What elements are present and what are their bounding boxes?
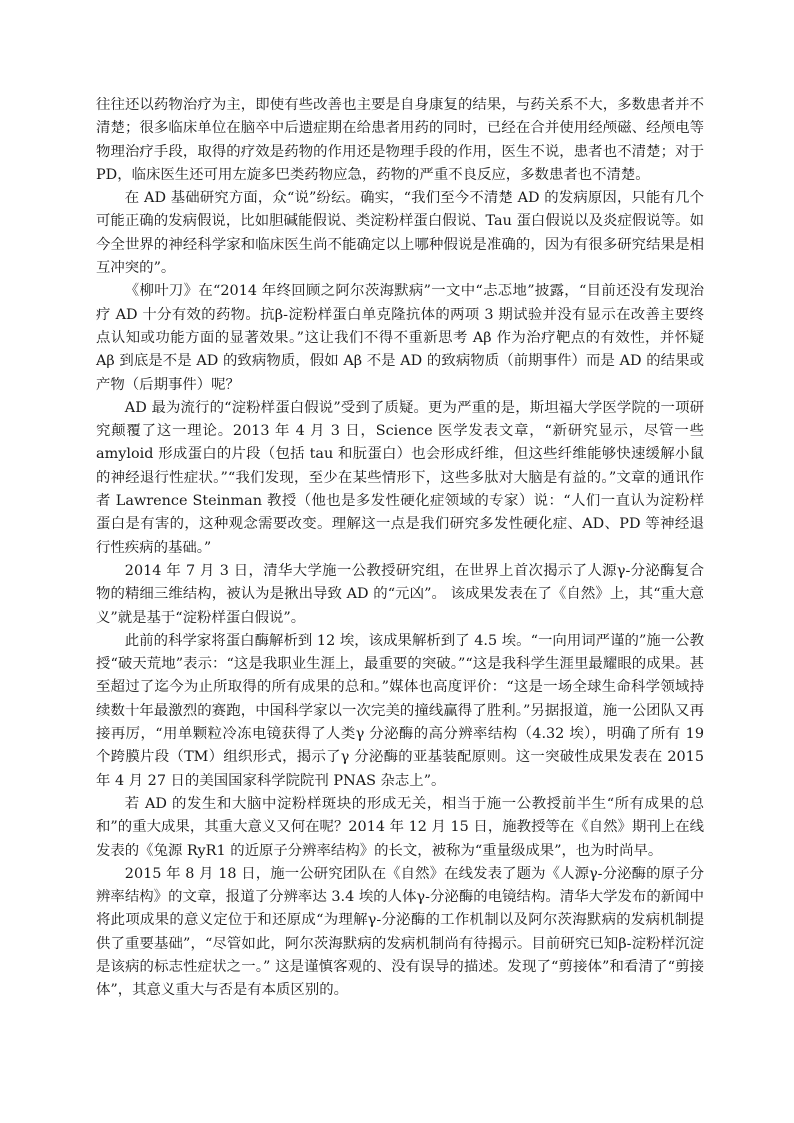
paragraph-gamma-secretase-2014: 2014 年 7 月 3 日，清华大学施一公教授研究组，在世界上首次揭示了人源γ-分泌酶复合物的精细三维结构，被认为是揪出导致 AD 的“元凶”。 该成果发表在了《自然》上，其“重大意义”就是基于“淀粉样蛋白假说”。 bbox=[96, 562, 704, 626]
paragraph-amyloid-hypothesis: AD 最为流行的“淀粉样蛋白假说”受到了质疑。更为严重的是，斯坦福大学医学院的一项研究颠覆了这一理论。2013 年 4 月 3 日，Science 医学发表文章，“新研究显示，尽管一些 amyloid 形成蛋白的片段（包括 tau 和朊蛋白）也会形成纤维，但这些纤维能够快速缓解小鼠的神经退行性症状。”“我们发现，至少在某些情形下，这些多肽对大脑是有益的。”文章的通讯作者 Lawrence Steinman 教授（他也是多发性硬化症领域的专家）说：“人们一直认为淀粉样蛋白是有害的，这种观念需要改变。理解这一点是我们研究多发性硬化症、AD、PD 等神经退行性疾病的基础。” bbox=[96, 399, 704, 556]
paragraph-significance: 若 AD 的发生和大脑中淀粉样斑块的形成无关，相当于施一公教授前半生“所有成果的总和”的重大成果，其重大意义又何在呢？2014 年 12 月 15 日，施教授等在《自然》期刊上在线发表的《兔源 RyR1 的近原子分辨率结构》的长文，被称为“重量级成果”，也为时尚早。 bbox=[96, 795, 704, 859]
paragraph-continuation: 往往还以药物治疗为主，即使有些改善也主要是自身康复的结果，与药关系不大，多数患者并不清楚；很多临床单位在脑卒中后遗症期在给患者用药的同时，已经在合并使用经颅磁、经颅电等物理治疗手段，取得的疗效是药物的作用还是物理手段的作用，医生不说，患者也不清楚；对于 PD，临床医生还可用左旋多巴类药物应急，药物的严重不良反应，多数患者也不清楚。 bbox=[96, 97, 704, 183]
paragraph-ad-basic-research: 在 AD 基础研究方面，众“说”纷纭。确实，“我们至今不清楚 AD 的发病原因，只能有几个可能正确的发病假说，比如胆碱能假说、类淀粉样蛋白假说、Tau 蛋白假说以及炎症假说等。如今全世界的神经科学家和临床医生尚不能确定以上哪种假说是准确的，因为有很多研究结果是相互冲突的”。 bbox=[96, 190, 704, 277]
document-body bbox=[96, 94, 704, 1003]
paragraph-resolution: 此前的科学家将蛋白酶解析到 12 埃，该成果解析到了 4.5 埃。“一向用词严谨的”施一公教授“破天荒地”表示：“这是我职业生涯上，最重要的突破。”“这是我科学生涯里最耀眼的成果。甚至超过了迄今为止所取得的所有成果的总和。”媒体也高度评价：“这是一场全球生命科学领域持续数十年最激烈的赛跑，中国科学家以一次完美的撞线赢得了胜利。”另据报道，施一公团队又再接再厉，“用单颗粒冷冻电镜获得了人类γ 分泌酶的高分辨率结构（4.32 埃），明确了所有 19 个跨膜片段（TM）组织形式，揭示了γ 分泌酶的亚基装配原则。这一突破性成果发表在 2015 年 4 月 27 日的美国国家科学院院刊 PNAS 杂志上”。 bbox=[96, 632, 704, 789]
paragraph-lancet-review: 《柳叶刀》在“2014 年终回顾之阿尔茨海默病”一文中“忐忑地”披露，“目前还没有发现治疗 AD 十分有效的药物。抗β-淀粉样蛋白单克隆抗体的两项 3 期试验并没有显示在改善主要终点认知或功能方面的显著效果。”这让我们不得不重新思考 Aβ 作为治疗靶点的有效性，并怀疑 Aβ 到底是不是 AD 的致病物质，假如 Aβ 不是 AD 的致病物质（前期事件）而是 AD 的结果或产物（后期事件）呢？ bbox=[96, 283, 704, 393]
paragraph-2015-structure: 2015 年 8 月 18 日，施一公研究团队在《自然》在线发表了题为《人源γ-分泌酶的原子分辨率结构》的文章，报道了分辨率达 3.4 埃的人体γ-分泌酶的电镜结构。清华大学发布的新闻中将此项成果的意义定位于和还原成“为理解γ-分泌酶的工作机制以及阿尔茨海默病的发病机制提供了重要基础”，“尽管如此，阿尔茨海默病的发病机制尚有待揭示。目前研究已知β-淀粉样沉淀是该病的标志性症状之一。” 这是谨慎客观的、没有误导的描述。发现了“剪接体”和看清了“剪接体”，其意义重大与否是有本质区别的。 bbox=[96, 865, 704, 999]
